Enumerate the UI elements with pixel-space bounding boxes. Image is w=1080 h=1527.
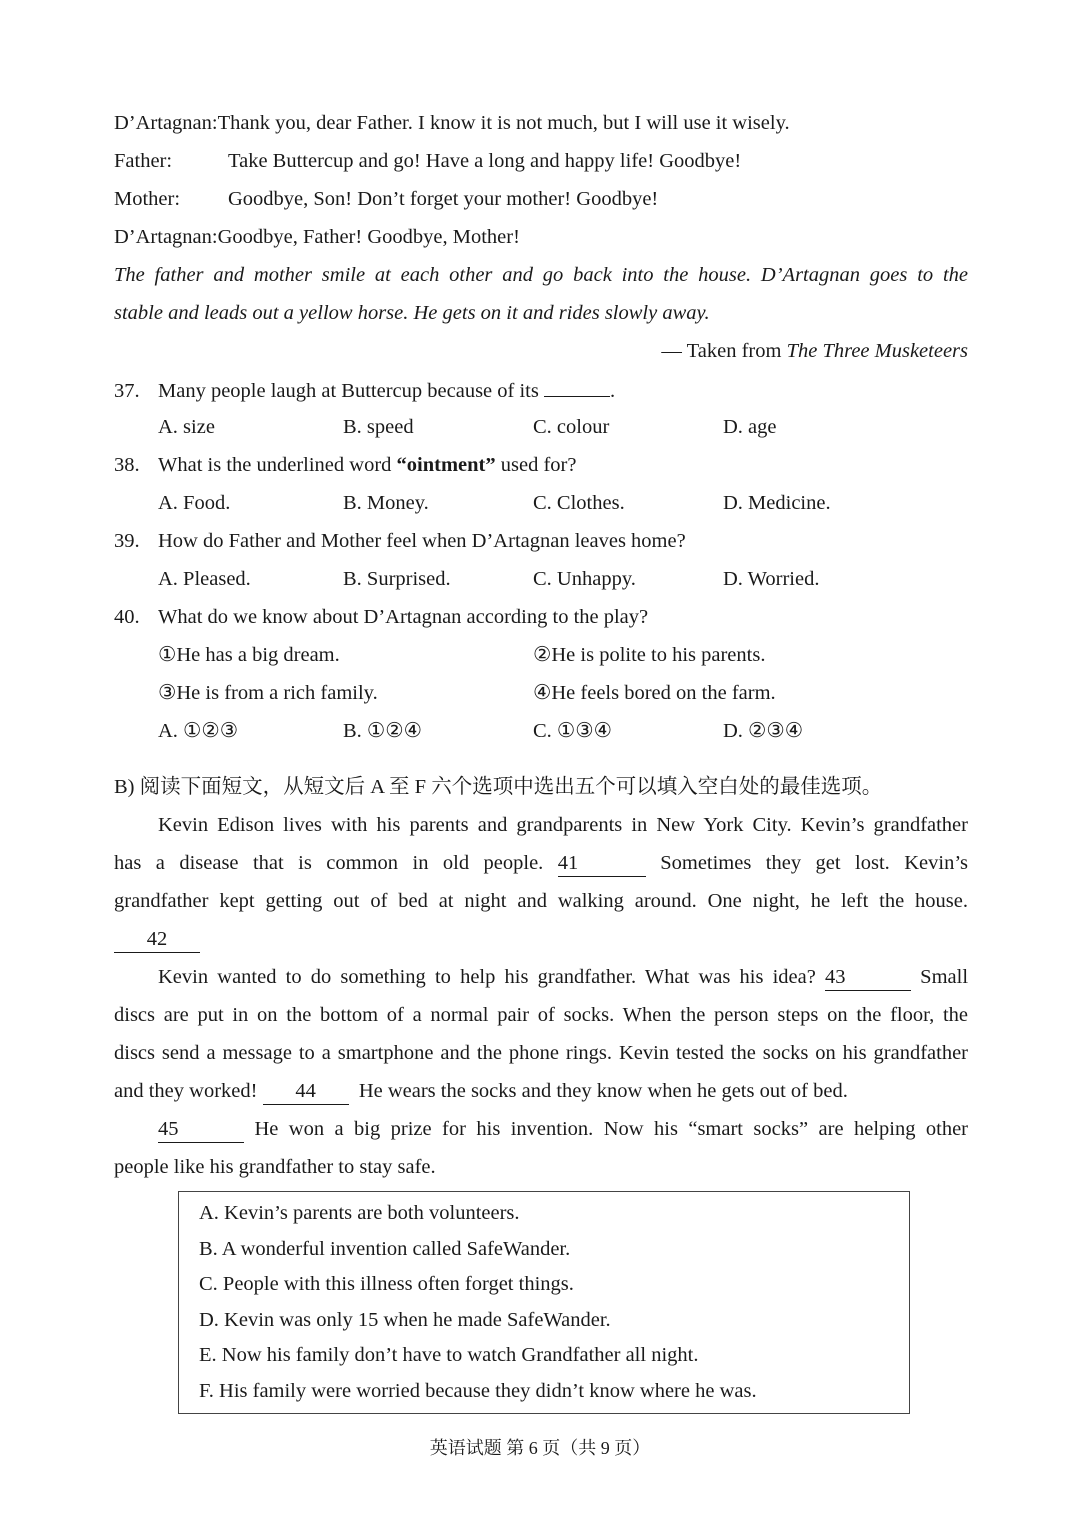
choice-f: F. His family were worried because they didn’t know where he was.: [199, 1379, 757, 1402]
passage-line: [114, 920, 968, 958]
gap-44: 44: [263, 1078, 349, 1105]
question-38: 38. What is the underlined word “ointment” used for?: [114, 446, 968, 484]
option: B. ①②④: [343, 720, 423, 742]
speaker-name: Father:: [114, 150, 173, 172]
passage-line: grandfather kept getting out of bed at night and walking around. One night, he left the house.: [114, 890, 968, 912]
option: A. Food.: [158, 492, 231, 514]
dialogue-text: Goodbye, Father! Goodbye, Mother!: [217, 226, 520, 248]
page-footer: 英语试题 第 6 页（共 9 页）: [429, 1438, 651, 1458]
choice-d: D. Kevin was only 15 when he made SafeWander.: [199, 1308, 611, 1331]
dialogue-line: [114, 104, 968, 142]
option: C. ①③④: [533, 720, 613, 742]
dialogue-text: Thank you, dear Father. I know it is not much, but I will use it wisely.: [217, 112, 790, 134]
exam-page: [114, 104, 969, 1402]
question-number: 40.: [114, 606, 140, 628]
statement: ③He is from a rich family.: [158, 682, 378, 704]
dialogue-text: Goodbye, Son! Don’t forget your mother! Goodbye!: [228, 188, 659, 210]
choice-b: B. A wonderful invention called SafeWander.: [199, 1237, 571, 1260]
statement: ④He feels bored on the farm.: [533, 682, 776, 704]
gap-45: 45: [158, 1116, 244, 1143]
passage-line: discs send a message to a smartphone and the phone rings. Kevin tested the socks on his grandfather: [114, 1042, 968, 1064]
gap-41: 41: [558, 850, 646, 877]
statements-40: [114, 636, 968, 674]
dialogue-line: [114, 218, 968, 256]
options-40: [114, 712, 968, 750]
dialogue-line: [114, 142, 968, 180]
options-37: [114, 408, 968, 446]
option: C. colour: [533, 416, 610, 438]
section-b-instruction: B) 阅读下面短文，从短文后 A 至 F 六个选项中选出五个可以填入空白处的最佳选项。: [114, 776, 883, 798]
underlined-word: “ointment”: [396, 454, 496, 476]
option: D. age: [723, 416, 777, 438]
statement: ②He is polite to his parents.: [533, 644, 766, 666]
question-37: 37. Many people laugh at Buttercup because of its .: [114, 370, 968, 408]
option: D. Worried.: [723, 568, 820, 590]
dialogue-text: Take Buttercup and go! Have a long and happy life! Goodbye!: [228, 150, 742, 172]
passage-line: has a disease that is common in old people. 41 Sometimes they get lost. Kevin’s: [114, 844, 968, 882]
option: A. Pleased.: [158, 568, 251, 590]
gap-43: 43: [825, 964, 911, 991]
option: B. Money.: [343, 492, 429, 514]
passage-line: Kevin wanted to do something to help his grandfather. What was his idea? 43 Small: [114, 958, 968, 996]
statements-40: [114, 674, 968, 712]
gap-42: 42: [114, 926, 200, 953]
source-citation: — Taken from The Three Musketeers: [661, 340, 968, 362]
stage-direction: stable and leads out a yellow horse. He gets on it and rides slowly away.: [114, 302, 710, 324]
question-number: 37.: [114, 380, 140, 402]
choice-a: A. Kevin’s parents are both volunteers.: [199, 1202, 520, 1224]
choices-box: [178, 1191, 910, 1414]
answer-blank: [544, 370, 610, 397]
passage-line: Kevin Edison lives with his parents and grandparents in New York City. Kevin’s grandfather: [158, 814, 968, 836]
choice-c: C. People with this illness often forget things.: [199, 1273, 574, 1295]
option: A. ①②③: [158, 720, 239, 742]
dialogue-line: [114, 180, 968, 218]
option: A. size: [158, 416, 215, 438]
passage-line: 45 He won a big prize for his invention. Now his “smart socks” are helping other: [114, 1110, 968, 1148]
source-title: The Three Musketeers: [786, 340, 968, 362]
passage-line: and they worked! 44 He wears the socks and they know when he gets out of bed.: [114, 1072, 968, 1110]
question-40: 40. What do we know about D’Artagnan according to the play?: [114, 598, 968, 636]
option: C. Clothes.: [533, 492, 625, 514]
speaker-name: D’Artagnan:: [114, 226, 218, 248]
question-number: 38.: [114, 454, 140, 476]
option: D. ②③④: [723, 720, 804, 742]
option: C. Unhappy.: [533, 568, 636, 590]
question-39: 39. How do Father and Mother feel when D’Artagnan leaves home?: [114, 522, 968, 560]
options-38: [114, 484, 968, 522]
options-39: [114, 560, 968, 598]
speaker-name: Mother:: [114, 188, 181, 210]
option: B. speed: [343, 416, 414, 438]
speaker-name: D’Artagnan:: [114, 112, 218, 134]
question-number: 39.: [114, 530, 140, 552]
passage-line: discs are put in on the bottom of a normal pair of socks. When the person steps on the floor, the: [114, 1004, 968, 1026]
choice-e: E. Now his family don’t have to watch Grandfather all night.: [199, 1344, 699, 1366]
passage-line: people like his grandfather to stay safe.: [114, 1156, 436, 1178]
stage-direction: The father and mother smile at each other and go back into the house. D’Artagnan goes to the: [114, 264, 968, 286]
statement: ①He has a big dream.: [158, 644, 340, 666]
option: B. Surprised.: [343, 568, 451, 590]
option: D. Medicine.: [723, 492, 831, 514]
